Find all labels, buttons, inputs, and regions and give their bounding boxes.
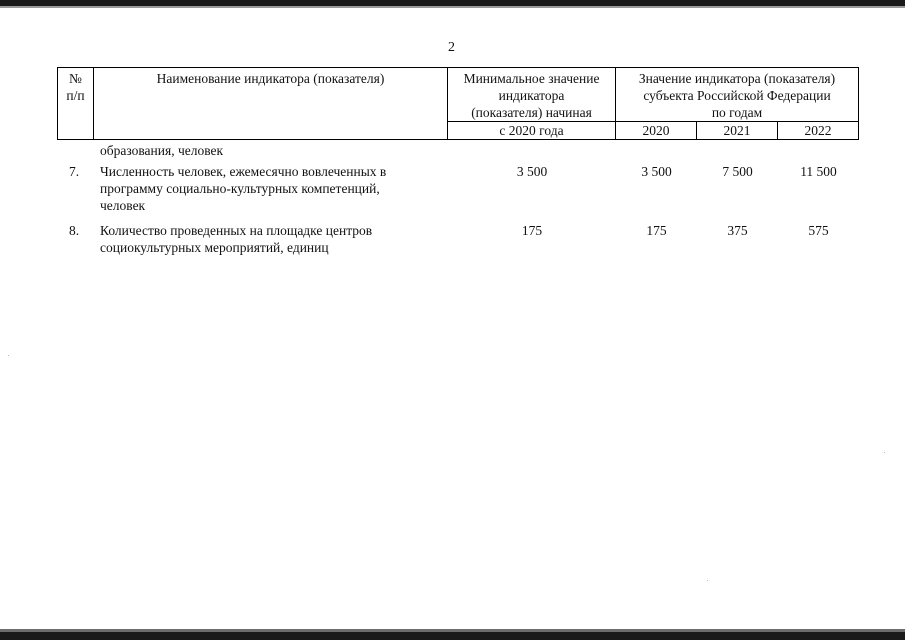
header-number-abbrev: п/п (66, 88, 85, 103)
header-number-cell (58, 68, 94, 140)
header-year-2021: 2021 (697, 122, 778, 140)
indicator-table-header (57, 67, 859, 140)
header-values-line: Значение индикатора (показателя) (638, 71, 836, 86)
indicator-name-line: программу социально-культурных компетенций, (100, 181, 380, 196)
value-2020: 175 (646, 223, 667, 238)
header-values-line: субъекта Российской Федерации (643, 88, 831, 103)
header-min-line: Минимальное значение (463, 71, 600, 86)
min-value: 175 (521, 223, 543, 238)
page-number: 2 (448, 40, 455, 55)
header-year-2022: 2022 (778, 122, 859, 140)
scan-speck (707, 580, 708, 581)
scan-speck (8, 355, 9, 356)
scan-border-bottom (0, 632, 905, 640)
value-2021: 7 500 (722, 164, 753, 179)
indicator-name-line: образования, человек (100, 143, 224, 158)
header-min-value (448, 68, 616, 140)
value-2020: 3 500 (641, 164, 672, 179)
row-number: 8. (69, 223, 80, 238)
value-2021: 375 (727, 223, 748, 238)
table-row-continuation (100, 142, 440, 159)
min-value: 3 500 (516, 164, 548, 179)
indicator-name (100, 222, 440, 256)
row-number: 7. (69, 164, 80, 179)
value-2022: 575 (808, 223, 829, 238)
header-values-by-year (616, 68, 859, 122)
header-values-line: по годам (711, 105, 763, 120)
header-indicator-name-text: Наименование индикатора (показателя) (156, 71, 385, 86)
scan-border-top-shadow (0, 6, 905, 8)
indicator-name-line: социокультурных мероприятий, единиц (100, 240, 329, 255)
value-2022: 11 500 (800, 164, 837, 179)
header-number-sign: № (69, 71, 82, 86)
indicator-name (100, 163, 440, 214)
header-min-line: индикатора (498, 88, 565, 103)
indicator-name-line: человек (100, 198, 146, 213)
header-indicator-name (94, 68, 448, 140)
indicator-name-line: Численность человек, ежемесячно вовлеченных в (100, 164, 387, 179)
indicator-name-line: Количество проведенных на площадке центров (100, 223, 373, 238)
header-min-line: (показателя) начиная (471, 105, 592, 120)
header-year-2020: 2020 (616, 122, 697, 140)
scan-speck (884, 452, 885, 453)
header-min-line: с 2020 года (448, 121, 615, 139)
